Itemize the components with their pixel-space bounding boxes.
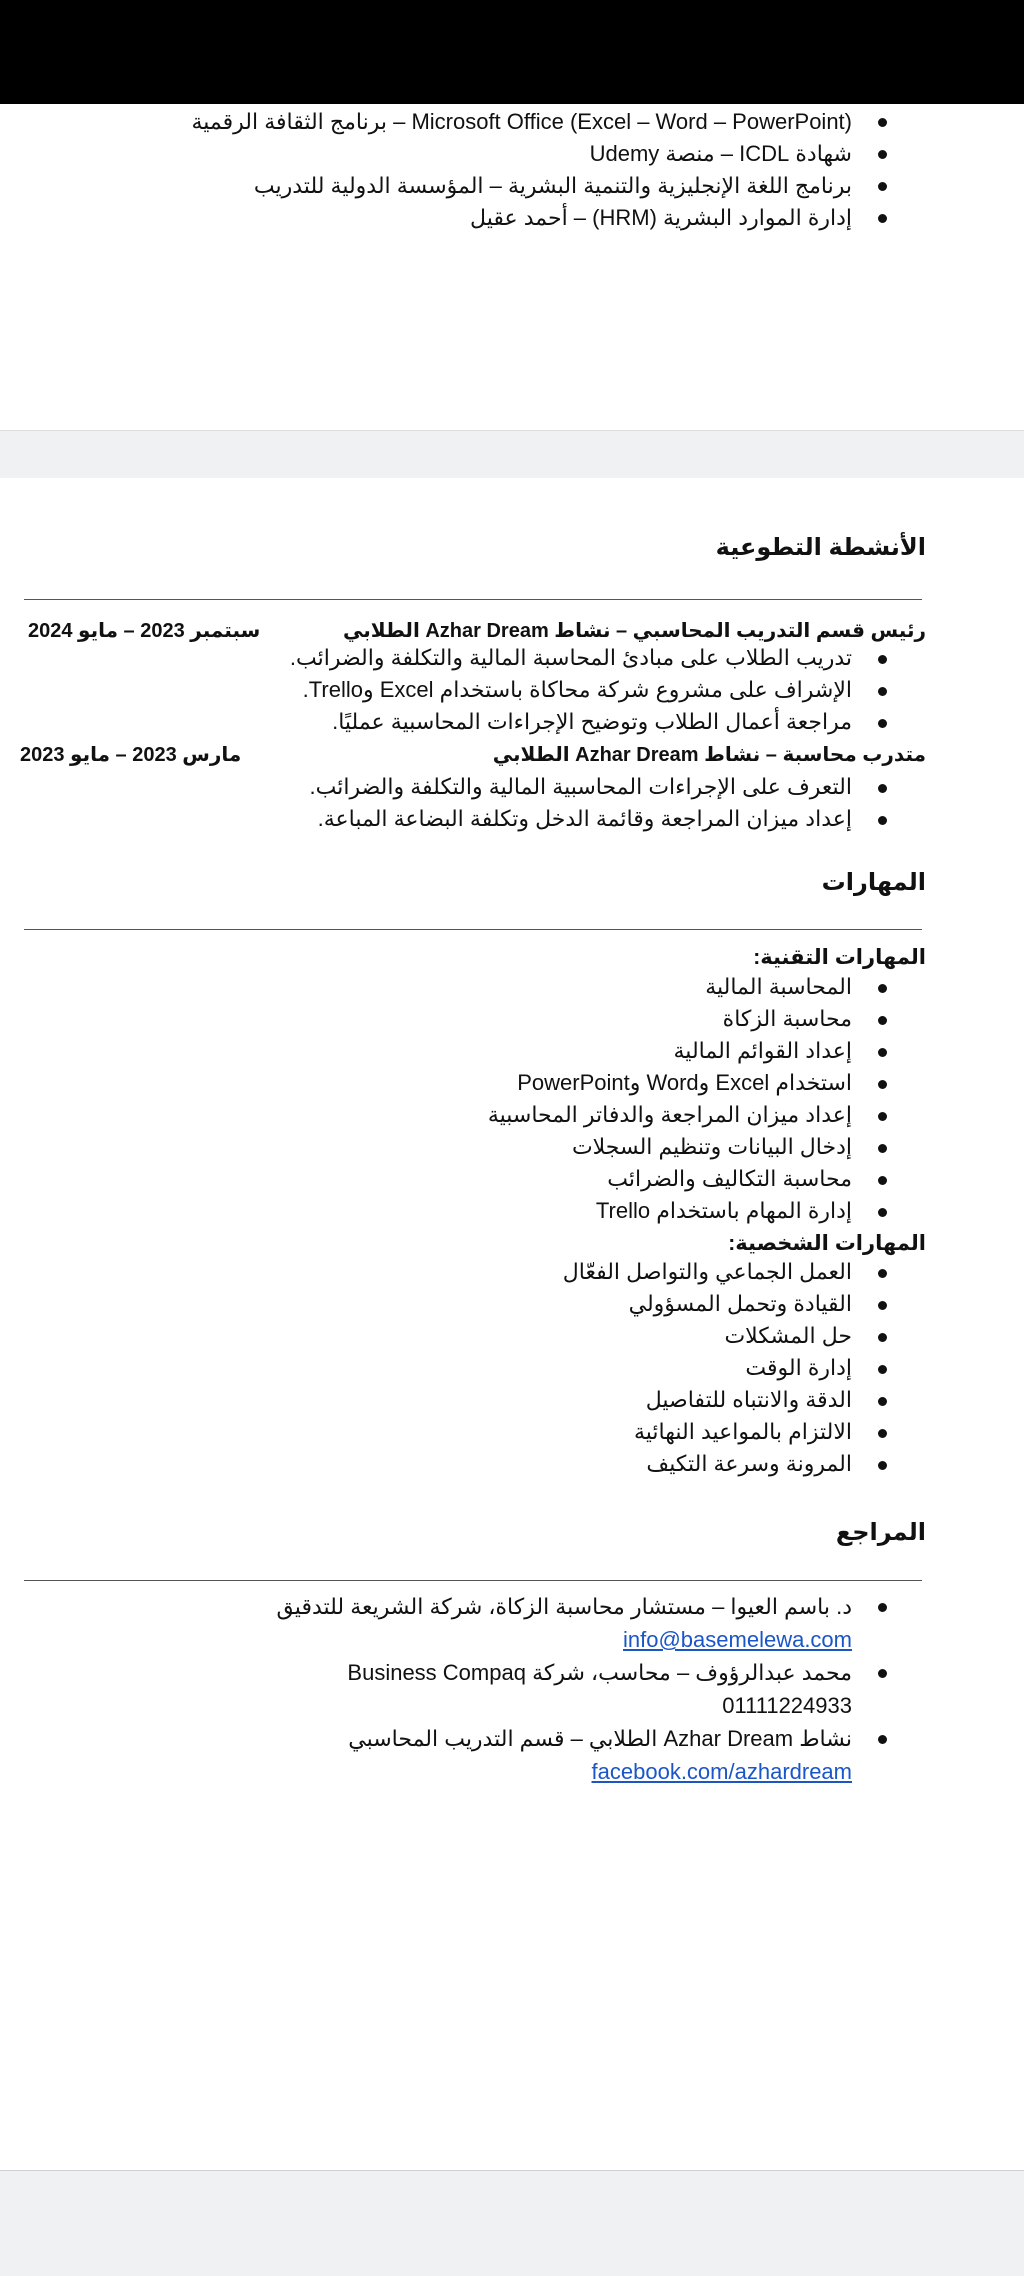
list-item: إدارة الموارد البشرية (HRM) – أحمد عقيل: [191, 202, 852, 234]
list-item: استخدام Excel وWord وPowerPoint: [488, 1067, 852, 1099]
personal-skills-title: المهارات الشخصية:: [728, 1232, 926, 1255]
document-page-1: [0, 104, 1024, 430]
list-item: إدخال البيانات وتنظيم السجلات: [488, 1131, 852, 1163]
personal-skills-list: [563, 1256, 852, 1480]
list-item: إعداد ميزان المراجعة والدفاتر المحاسبية: [488, 1099, 852, 1131]
list-item: المحاسبة المالية: [488, 971, 852, 1003]
list-item: برنامج اللغة الإنجليزية والتنمية البشرية – المؤسسة الدولية للتدريب: [191, 170, 852, 202]
document-page-2: [0, 478, 1024, 2170]
list-item: إعداد القوائم المالية: [488, 1035, 852, 1067]
references-list: [276, 1590, 852, 1788]
role-duties-list: [310, 771, 852, 835]
list-item: محاسبة التكاليف والضرائب: [488, 1163, 852, 1195]
list-item: إعداد ميزان المراجعة وقائمة الدخل وتكلفة البضاعة المباعة.: [310, 803, 852, 835]
list-item: الإشراف على مشروع شركة محاكاة باستخدام Excel وTrello.: [290, 674, 852, 706]
page-gap: [0, 430, 1024, 479]
reference-item: [276, 1590, 852, 1656]
list-item: التعرف على الإجراءات المحاسبية المالية والتكلفة والضرائب.: [310, 771, 852, 803]
list-item: إدارة المهام باستخدام Trello: [488, 1195, 852, 1227]
list-item: محاسبة الزكاة: [488, 1003, 852, 1035]
page-gap: [0, 2170, 1024, 2276]
list-item: حل المشكلات: [563, 1320, 852, 1352]
role-title: متدرب محاسبة – نشاط Azhar Dream الطلابي: [492, 744, 926, 766]
section-divider: [24, 1580, 922, 1581]
skills-section-title: المهارات: [821, 869, 926, 896]
reference-item: [276, 1722, 852, 1788]
reference-item: [276, 1656, 852, 1722]
list-item: العمل الجماعي والتواصل الفعّال: [563, 1256, 852, 1288]
section-divider: [24, 599, 922, 600]
role-duties-list: [290, 642, 852, 738]
top-black-bar: [0, 0, 1024, 104]
list-item: القيادة وتحمل المسؤولي: [563, 1288, 852, 1320]
technical-skills-title: المهارات التقنية:: [753, 946, 926, 969]
list-item: الدقة والانتباه للتفاصيل: [563, 1384, 852, 1416]
technical-skills-list: [488, 971, 852, 1227]
reference-phone: 01111224933: [722, 1693, 852, 1718]
references-section-title: المراجع: [835, 1519, 926, 1546]
list-item: الالتزام بالمواعيد النهائية: [563, 1416, 852, 1448]
list-item: المرونة وسرعة التكيف: [563, 1448, 852, 1480]
list-item: شهادة ICDL – منصة Udemy: [191, 138, 852, 170]
role-date: سبتمبر 2023 – مايو 2024: [28, 620, 261, 642]
reference-name: محمد عبدالرؤوف – محاسب، شركة Business Compaq: [347, 1660, 852, 1685]
list-item: إدارة الوقت: [563, 1352, 852, 1384]
reference-name: د. باسم العيوا – مستشار محاسبة الزكاة، شركة الشريعة للتدقيق: [276, 1594, 852, 1619]
reference-name: نشاط Azhar Dream الطلابي – قسم التدريب المحاسبي: [348, 1726, 852, 1751]
list-item: مراجعة أعمال الطلاب وتوضيح الإجراءات المحاسبية عمليًا.: [290, 706, 852, 738]
section-divider: [24, 929, 922, 930]
list-item: Microsoft Office (Excel – Word – PowerPoint) – برنامج الثقافة الرقمية: [191, 106, 852, 138]
list-item: تدريب الطلاب على مبادئ المحاسبة المالية والتكلفة والضرائب.: [290, 642, 852, 674]
role-date: مارس 2023 – مايو 2023: [20, 744, 242, 766]
certifications-list: [191, 106, 852, 234]
role-title: رئيس قسم التدريب المحاسبي – نشاط Azhar Dream الطلابي: [343, 620, 926, 642]
reference-email-link[interactable]: info@basemelewa.com: [623, 1627, 852, 1652]
volunteer-section-title: الأنشطة التطوعية: [715, 534, 926, 561]
reference-facebook-link[interactable]: facebook.com/azhardream: [591, 1759, 852, 1784]
